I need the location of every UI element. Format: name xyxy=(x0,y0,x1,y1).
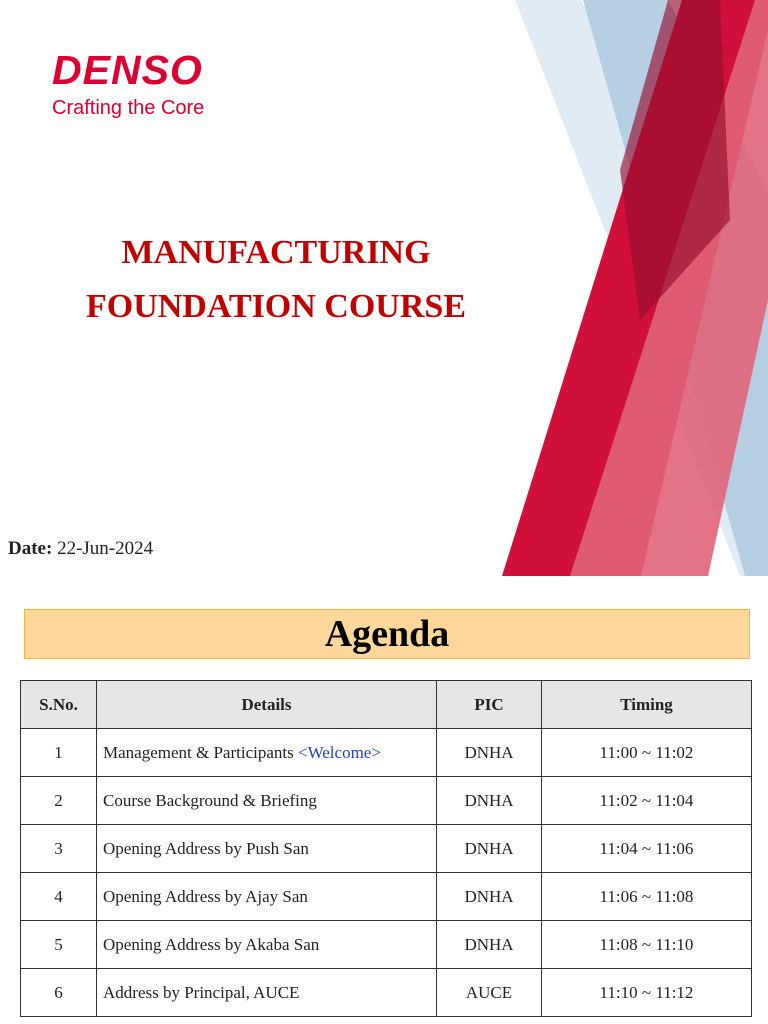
table-row xyxy=(21,969,752,1017)
column-header-sno: S.No. xyxy=(21,681,97,729)
cell-details: Address by Principal, AUCE xyxy=(97,969,437,1017)
cell-pic: DNHA xyxy=(437,825,542,873)
table-row xyxy=(21,921,752,969)
cell-pic: AUCE xyxy=(437,969,542,1017)
cell-sno: 3 xyxy=(21,825,97,873)
agenda-table xyxy=(20,680,752,1017)
details-text: Management & Participants xyxy=(103,742,294,762)
cell-sno: 1 xyxy=(21,729,97,777)
cell-details xyxy=(97,729,437,777)
cell-pic: DNHA xyxy=(437,873,542,921)
cell-timing: 11:04 ~ 11:06 xyxy=(542,825,752,873)
cell-timing: 11:00 ~ 11:02 xyxy=(542,729,752,777)
course-title-line-1: MANUFACTURING xyxy=(121,234,431,271)
cell-sno: 6 xyxy=(21,969,97,1017)
column-header-pic: PIC xyxy=(437,681,542,729)
agenda-title: Agenda xyxy=(324,613,450,655)
table-row xyxy=(21,873,752,921)
welcome-tag: <Welcome> xyxy=(297,742,381,762)
cell-sno: 5 xyxy=(21,921,97,969)
cell-timing: 11:10 ~ 11:12 xyxy=(542,969,752,1017)
date-line xyxy=(8,537,153,561)
cell-pic: DNHA xyxy=(437,729,542,777)
cell-details: Course Background & Briefing xyxy=(97,777,437,825)
cell-details: Opening Address by Ajay San xyxy=(97,873,437,921)
denso-logo: DENSO xyxy=(52,47,203,93)
cell-pic: DNHA xyxy=(437,921,542,969)
cell-timing: 11:06 ~ 11:08 xyxy=(542,873,752,921)
date-value: 22-Jun-2024 xyxy=(57,538,154,559)
cell-details: Opening Address by Push San xyxy=(97,825,437,873)
cell-sno: 4 xyxy=(21,873,97,921)
column-header-details: Details xyxy=(97,681,437,729)
column-header-timing: Timing xyxy=(542,681,752,729)
logo-tagline: Crafting the Core xyxy=(52,97,205,119)
table-row xyxy=(21,777,752,825)
course-title-line-2: FOUNDATION COURSE xyxy=(85,288,466,325)
agenda-banner xyxy=(24,609,750,659)
table-row xyxy=(21,729,752,777)
date-label: Date: xyxy=(8,538,53,559)
cell-details: Opening Address by Akaba San xyxy=(97,921,437,969)
cell-sno: 2 xyxy=(21,777,97,825)
course-title xyxy=(36,226,516,334)
cell-pic: DNHA xyxy=(437,777,542,825)
cell-timing: 11:08 ~ 11:10 xyxy=(542,921,752,969)
cell-timing: 11:02 ~ 11:04 xyxy=(542,777,752,825)
table-header-row xyxy=(21,681,752,729)
table-row xyxy=(21,825,752,873)
